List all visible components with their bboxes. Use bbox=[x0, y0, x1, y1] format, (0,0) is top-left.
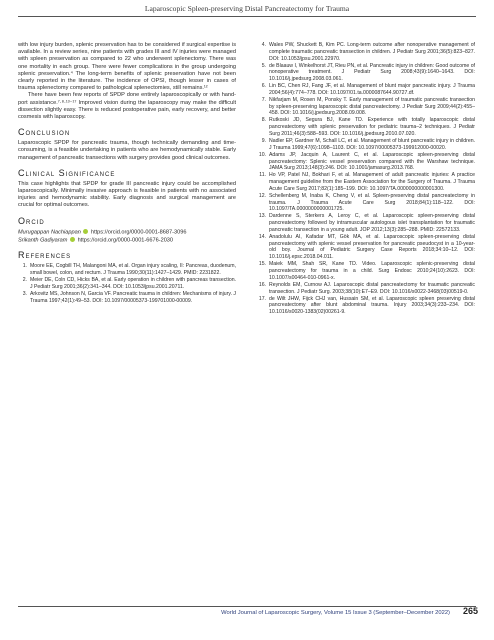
orcid-heading: Orcid bbox=[18, 215, 45, 226]
right-column bbox=[257, 42, 475, 316]
conclusion-heading: Conclusion bbox=[18, 127, 71, 138]
reference-item: 16. Reynolds EM, Curnow AJ. Laparoscopic distal pancreatectomy for traumatic pancreatic transection. J Pediatr Surg. 2003;38(10):E7–E9. DOI: 10.1016/s0022-3468(03)00519-0. bbox=[258, 281, 475, 295]
reference-item: 7. Nikfarjam M, Rosen M, Ponsky T. Early management of traumatic pancreatic transection by spleen-preserving laparoscopic distal pancreatectomy. J Pediatr Surg 2009;44(2):455–458. DOI: 10.1016/j.jpedsurg.2008.09.008. bbox=[261, 96, 475, 117]
orcid-entry bbox=[18, 237, 236, 245]
running-head: Laparoscopic Spleen-preserving Distal Pancreatectomy for Trauma bbox=[144, 4, 350, 13]
conclusion-text: Laparoscopic SPDP for pancreatic trauma, though technically demanding and time-consuming, is a feasible undertaking in patients who are hemodynamically stable. Early management of pancreatic transections with surgery provides good clinical outcomes. bbox=[18, 140, 236, 161]
reference-item: 12. Schellenberg M, Inaba K, Cheng V, et al. Spleen-preserving distal pancreatectomy in trauma. J Trauma Acute Care Surg 2018;84(1):118–122. DOI: 10.1097/TA.0000000000001725. bbox=[258, 192, 475, 213]
reference-item: 10. Adams JP, Jacquin A, Laurent C, et al. Laparoscopic spleen-preserving distal pancreatectomy: Splenic vessel preservation compared with the Warshaw technique. JAMA Surg 2013;148(3):246. DOI: 10.1001/jamasurg.2013.768. bbox=[258, 151, 475, 172]
reference-item: 8. Rutkoski JD, Segura BJ, Kane TD. Experience with totally laparoscopic distal pancreatectomy with splenic preservation for pediatric trauma–2 techniques. J Pediatr Surg 2011;46(3):588–593. DOI: 10.1016/j.jpedsurg.2010.07.020. bbox=[261, 117, 475, 137]
orcid-icon bbox=[83, 229, 88, 234]
journal-footer: World Journal of Laparoscopic Surgery, Volume 15 Issue 3 (September–December 2022) bbox=[221, 610, 450, 616]
references-heading: References bbox=[18, 250, 72, 261]
header-divider bbox=[18, 16, 476, 17]
reference-item: 2. Meier DE, Coln CD, Hicks BA, et al. Early operation in children with pancreas transection. J Pediatr Surg 2001;36(2):341–344. DOI: 10.1053/jpsu.2001.20711. bbox=[22, 277, 236, 291]
reference-item: 11. Ho VP, Patel NJ, Bokhari F, et al. Management of adult pancreatic injuries: A practice management guideline from the Eastern Association for the Surgery of Trauma. J Trauma Acute Care Surg 2017;82(1):185–199. DOI: 10.1097/TA.0000000000001300. bbox=[259, 172, 475, 192]
reference-item: 17. de Wilt JHW, Fijck CHJ van, Hussain SM, et al. Laparoscopic spleen preserving distal pancreatectomy after blunt abdominal trauma. Injury 2003;34(3):233–234. DOI: 10.1016/s0020-1383(02)00261-9. bbox=[258, 295, 475, 316]
author-name: Srikanth Gadiyaram bbox=[18, 237, 68, 244]
orcid-link[interactable]: https://orcid.org/0000-0001-6676-2030 bbox=[77, 237, 174, 244]
reference-item: 13. Dardenne S, Sterkers A, Leroy C, et al. Laparoscopic spleen-preserving distal pancreatectomy followed by intramuscular autologous islet transplantation for traumatic pancreatic transection in a young adult. JOP 2012;13(3):285–288. PMID: 22572133. bbox=[258, 213, 475, 233]
reference-item: 5. de Blaauw I, Winkelhorst JT, Rieu PN, et al. Pancreatic injury in children: Good outcome of nonoperative treatment. J Pediatr Surg 2008;43(9):1640–1643. DOI: 10.1016/j.jpedsurg.2008.03.061. bbox=[261, 62, 475, 83]
orcid-link[interactable]: https://orcid.org/0000-0001-8687-3096 bbox=[90, 229, 187, 236]
page-number: 265 bbox=[462, 606, 478, 616]
clinical-significance-heading: Clinical Significance bbox=[18, 167, 116, 178]
author-name: Murugappan Nachiappan bbox=[18, 229, 81, 236]
footer-divider bbox=[18, 606, 476, 607]
reference-item: 4. Wales PW, Shuckett B, Kim PC. Long-term outcome after nonoperative management of complete traumatic pancreatic transection in children. J Pediatr Surg 2001;36(5):823–827. DOI: 10.1053/jpsu.2001.22970. bbox=[261, 42, 475, 62]
reference-item: 6. Lin BC, Chen RJ, Fang JF, et al. Management of blunt major pancreatic injury. J Trauma 2004;56(4):774–778. DOI: 10.1097/01.ta.0000087644.90727.df. bbox=[261, 83, 475, 96]
reference-item: 9. Nadler EP, Gardner M, Schall LC, et al. Management of blunt pancreatic injury in children. J Trauma 1999;47(6):1098–1103. DOI: 10.1097/00005373-199912000-00020. bbox=[261, 137, 475, 151]
reference-list bbox=[257, 42, 475, 316]
left-column bbox=[18, 42, 236, 305]
reference-list bbox=[18, 263, 236, 304]
orcid-entry bbox=[18, 229, 236, 237]
reference-item: 1. Moore EE, Cogbill TH, Malangoni MA, et al. Organ injury scaling, II: Pancreas, duodenum, small bowel, colon, and rectum. J Trauma 1990;30(11):1427–1429. PMID: 2231822. bbox=[22, 263, 236, 277]
clinical-significance-text: This case highlights that SPDP for grade III pancreatic injury could be accomplished laparoscopically. Minimally invasive approach is feasible in patients with no associated injuries and hemodynamic stability. Early diagnosis and surgical management are crucial for optimal outcomes. bbox=[18, 180, 236, 209]
reference-item: 14. Anadolulu AI, Kafadar MT, Gök MA, et al. Laparoscopic spleen-preserving distal pancreatectomy with splenic vessel preservation for pancreatic pseudocyst in a 10-year-old boy. Journal of Pediatric Surgery Case Reports 2018;34:10–12. DOI: 10.1016/j.epsc.2018.04.011. bbox=[258, 233, 475, 261]
reference-item: 3. Arkovitz MS, Johnson N, Garcia VF. Pancreatic trauma in children: Mechanisms of injury. J Trauma 1997;42(1):49–53. DOI: 10.1097/00005373-199701000-00009. bbox=[22, 291, 236, 304]
reference-item: 15. Maiek MM, Shah SR, Kane TD. Video. Laparoscopic splenic-preserving distal pancreatectomy for trauma in a child. Surg Endosc 2010;24(10):2623. DOI: 10.1007/s00464-010-0961-x. bbox=[258, 261, 475, 281]
orcid-icon bbox=[70, 237, 75, 242]
body-paragraph: There have been few reports of SPDP done entirely laparoscopically or with hand-port assistance.⁷·⁸·¹³⁻¹⁷ Improved vision during the laparoscopy may make the difficult dissection slightly easy. There is reduced postoperative pain, early recovery, and better cosmesis with laparoscopy. bbox=[18, 92, 236, 121]
body-paragraph: with low injury burden, splenic preservation has to be considered if surgical expertise is available. In a review series, nine patients with grades III and IV injuries were managed with spleen preservation as compared to 22 who underwent splenectomy. There was one mortality in each group. There were fewer complications in the group undergoing splenic preservation.⁴ The long-term benefits of splenic preservation have not been clearly reported in the literature. The incidence of OPSI, though lesser in cases of trauma splenectomy compared to pathological splenectomies, still remains.¹² bbox=[18, 42, 236, 92]
